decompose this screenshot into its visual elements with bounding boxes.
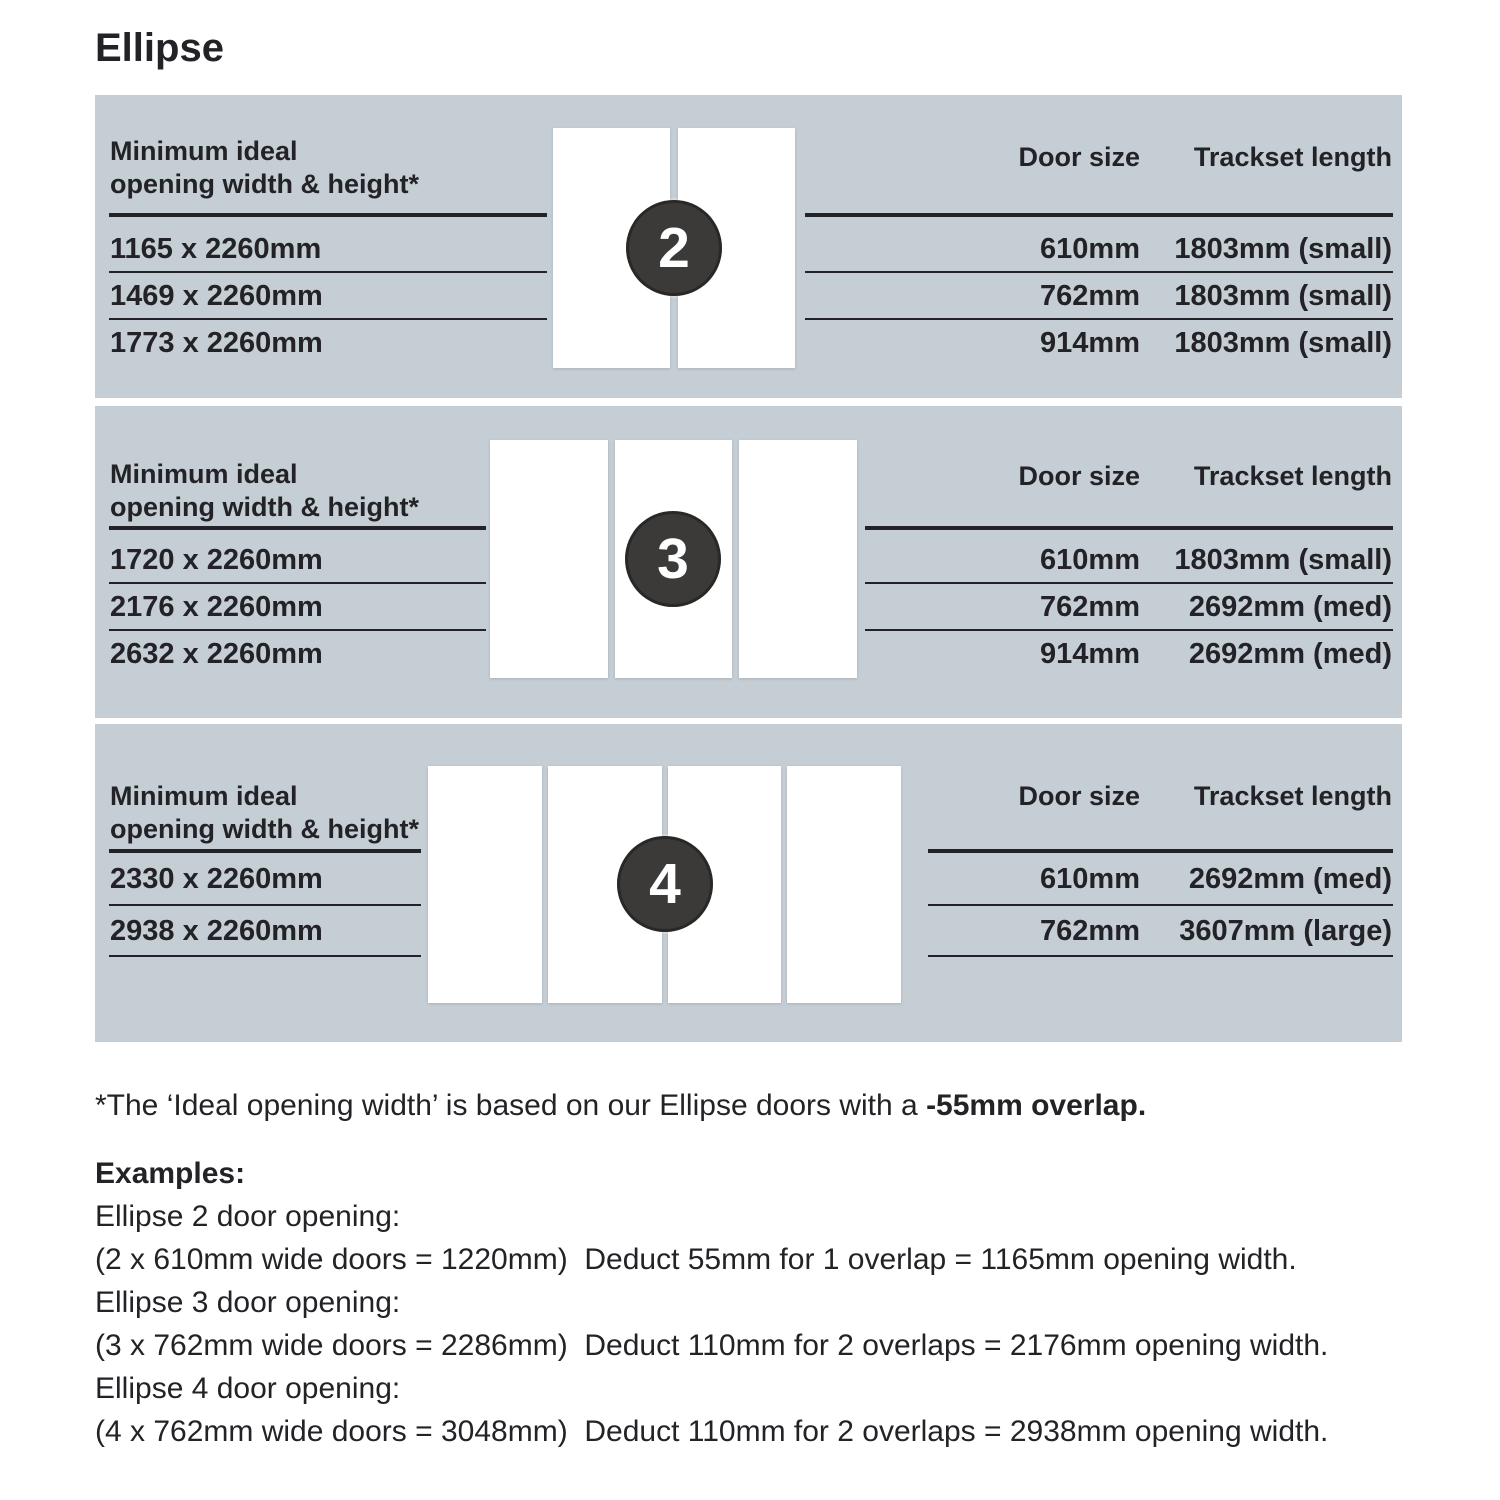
door-size: 610mm: [1040, 863, 1140, 895]
example-line: Ellipse 3 door opening:: [95, 1286, 401, 1319]
trackset-header: Trackset length: [1193, 781, 1392, 811]
divider-line: [109, 904, 421, 906]
door-panel: [739, 440, 857, 678]
opening-header-line1: Minimum ideal: [110, 781, 298, 811]
divider-line: [109, 849, 421, 853]
door-size: 610mm: [1040, 233, 1140, 265]
door-size: 762mm: [1040, 280, 1140, 312]
divider-line: [109, 582, 486, 584]
divider-line: [865, 582, 1393, 584]
opening-header-line2: opening width & height*: [110, 169, 419, 199]
opening-size: 1720 x 2260mm: [110, 544, 323, 576]
door-size: 914mm: [1040, 638, 1140, 670]
door-size-header: Door size: [1018, 461, 1140, 491]
door-panel: [428, 766, 542, 1003]
door-size-header: Door size: [1018, 142, 1140, 172]
divider-line: [805, 271, 1393, 273]
examples-heading: Examples:: [95, 1157, 246, 1190]
divider-line: [109, 213, 547, 217]
opening-size: 2176 x 2260mm: [110, 591, 323, 623]
divider-line: [865, 629, 1393, 631]
opening-size: 1773 x 2260mm: [110, 327, 323, 359]
divider-line: [928, 955, 1393, 957]
trackset-length: 2692mm (med): [1188, 638, 1392, 670]
footnote-text: *The ‘Ideal opening width’ is based on our Ellipse doors with a: [95, 1089, 927, 1122]
door-size-header: Door size: [1018, 781, 1140, 811]
divider-line: [109, 318, 547, 320]
page-title: Ellipse: [95, 26, 224, 70]
example-line: (4 x 762mm wide doors = 3048mm) Deduct 110mm for 2 overlaps = 2938mm opening width.: [95, 1415, 1329, 1448]
opening-header-line2: opening width & height*: [110, 492, 419, 522]
divider-line: [109, 526, 486, 530]
trackset-length: 3607mm (large): [1179, 915, 1392, 947]
trackset-header: Trackset length: [1193, 461, 1392, 491]
spec-section-2-door: [95, 95, 1402, 398]
trackset-length: 2692mm (med): [1188, 863, 1392, 895]
opening-size: 1469 x 2260mm: [110, 280, 323, 312]
opening-size: 1165 x 2260mm: [110, 233, 322, 265]
door-panel: [490, 440, 608, 678]
trackset-length: 1803mm (small): [1174, 233, 1392, 265]
door-size: 914mm: [1040, 327, 1140, 359]
door-count-badge: 4: [617, 836, 713, 932]
divider-line: [928, 849, 1393, 853]
divider-line: [865, 526, 1393, 530]
door-size: 610mm: [1040, 544, 1140, 576]
example-line: Ellipse 2 door opening:: [95, 1200, 401, 1233]
spec-section-3-door: [95, 406, 1402, 718]
footnote-bold-text: -55mm overlap.: [926, 1089, 1147, 1122]
opening-header-line1: Minimum ideal: [110, 136, 298, 166]
opening-header: [110, 780, 419, 846]
door-count-badge: 2: [626, 200, 722, 296]
divider-line: [109, 629, 486, 631]
door-size: 762mm: [1040, 915, 1140, 947]
opening-header-line2: opening width & height*: [110, 814, 419, 844]
divider-line: [109, 955, 421, 957]
examples-block: [95, 1152, 1328, 1453]
opening-header-line1: Minimum ideal: [110, 459, 298, 489]
divider-line: [109, 271, 547, 273]
example-line: Ellipse 4 door opening:: [95, 1372, 401, 1405]
divider-line: [928, 904, 1393, 906]
door-size: 762mm: [1040, 591, 1140, 623]
opening-size: 2330 x 2260mm: [110, 863, 323, 895]
example-line: (2 x 610mm wide doors = 1220mm) Deduct 55mm for 1 overlap = 1165mm opening width.: [95, 1243, 1297, 1276]
divider-line: [805, 213, 1393, 217]
trackset-length: 1803mm (small): [1174, 544, 1392, 576]
divider-line: [805, 318, 1393, 320]
trackset-length: 1803mm (small): [1174, 327, 1392, 359]
door-panel: [787, 766, 901, 1003]
door-count-badge: 3: [625, 511, 721, 607]
spec-section-4-door: [95, 724, 1402, 1042]
opening-size: 2938 x 2260mm: [110, 915, 323, 947]
opening-header: [110, 135, 419, 201]
overlap-footnote: [95, 1088, 1146, 1124]
opening-header: [110, 458, 419, 524]
trackset-length: 1803mm (small): [1174, 280, 1392, 312]
opening-size: 2632 x 2260mm: [110, 638, 323, 670]
trackset-header: Trackset length: [1193, 142, 1392, 172]
trackset-length: 2692mm (med): [1188, 591, 1392, 623]
example-line: (3 x 762mm wide doors = 2286mm) Deduct 110mm for 2 overlaps = 2176mm opening width.: [95, 1329, 1329, 1362]
